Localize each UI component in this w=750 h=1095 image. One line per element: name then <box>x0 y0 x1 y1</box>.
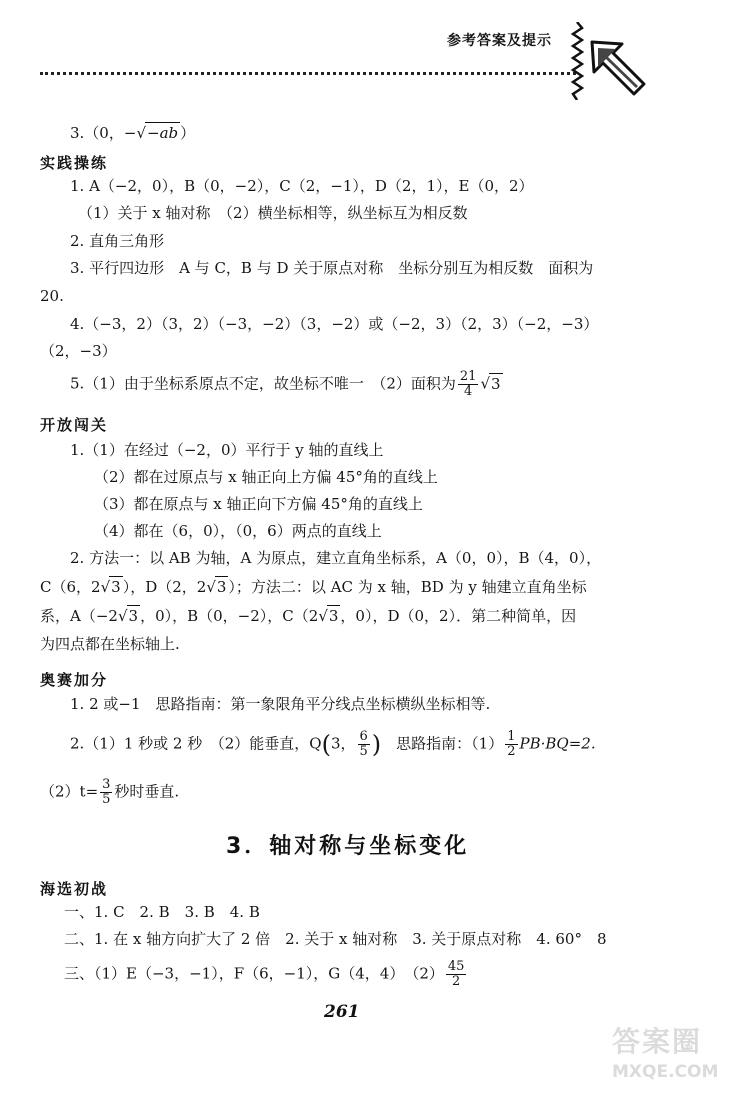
page-number: 261 <box>324 1002 360 1022</box>
page-header <box>0 0 750 110</box>
radical-sign: √ <box>480 374 491 393</box>
answer-line: 4.（−3，2）（3，2）（−3，−2）（3，−2）或（−2，3）（2，3）（−2，−3） <box>70 315 599 333</box>
text: 3.（0， <box>70 124 124 142</box>
answer-line: 2. 直角三角形 <box>70 232 165 250</box>
answer-line: （2）t= $\frac{3}{5}$ 秒时垂直. <box>40 777 180 807</box>
answer-line: 1.（1）在经过（−2，0）平行于 y 轴的直线上 <box>70 441 384 459</box>
answer-line: 1. 2 或−1 思路指南：第一象限角平分线点坐标横纵坐标相等. <box>70 695 491 713</box>
answer-line: 1. A（−2，0），B（0，−2），C（2，−1），D（2，1），E（0，2） <box>70 177 534 195</box>
radicand: 3 <box>491 374 501 393</box>
text: 5.（1）由于坐标系原点不定，故坐标不唯一 （2）面积为 <box>70 374 456 393</box>
section-heading: 海选初战 <box>40 880 109 898</box>
watermark <box>612 1020 744 1090</box>
answer-line <box>70 122 195 143</box>
header-dotted-rule <box>40 72 576 75</box>
answer-line: 三、（1）E（−3，−1），F（6，−1），G（4，4） （2） $\frac{45}{2}$ <box>64 959 465 989</box>
radical-sign: √ <box>136 124 146 142</box>
fraction: $\frac{45}{2}$ <box>447 959 465 989</box>
fraction: $\frac{6}{5}$ <box>359 729 368 759</box>
zigzag-divider-icon <box>570 22 584 100</box>
answer-line: （4）都在（6，0），（0，6）两点的直线上 <box>94 522 382 540</box>
fraction: $\frac{3}{5}$ <box>102 777 111 807</box>
fraction: $\frac{1}{2}$ <box>507 729 516 759</box>
answer-line: （1）关于 x 轴对称 （2）横坐标相等，纵坐标互为相反数 <box>78 204 468 222</box>
back-arrow-icon <box>586 36 650 100</box>
chapter-title: 3．轴对称与坐标变化 <box>226 834 470 859</box>
answer-line: 一、1. C 2. B 3. B 4. B <box>64 903 260 921</box>
answer-line: 二、1. 在 x 轴方向扩大了 2 倍 2. 关于 x 轴对称 3. 关于原点对称 4. 60° 8 <box>64 930 607 948</box>
section-heading: 奥赛加分 <box>40 671 109 689</box>
fraction: $\frac{21}{4}$ <box>459 369 477 399</box>
answer-line: （2，−3） <box>40 342 117 360</box>
watermark-url: MXQE.COM <box>612 1062 719 1082</box>
answer-line: 2.（1）1 秒或 2 秒 （2）能垂直，Q(3， $\frac{6}{5}$ ) 思路指南：（1） $\frac{1}{2}$ PB·BQ=2. <box>70 729 596 759</box>
answer-line: C（6，2√3 ），D（2，2√3 ）；方法二：以 AC 为 x 轴，BD 为 y 轴建立直角坐标 <box>40 578 587 596</box>
answer-line: 为四点都在坐标轴上. <box>40 635 180 653</box>
answer-line: 3. 平行四边形 A 与 C，B 与 D 关于原点对称 坐标分别互为相反数 面积为 <box>70 259 594 277</box>
answer-line: （3）都在原点与 x 轴正向下方偏 45°角的直线上 <box>94 495 423 513</box>
section-heading: 开放闯关 <box>40 416 109 434</box>
section-heading: 实践操练 <box>40 154 109 172</box>
text: ） <box>180 124 196 142</box>
watermark-logo-text: 答案圈 <box>612 1025 703 1058</box>
answer-line: 20. <box>40 287 64 305</box>
answer-line: 系，A（−2√3 ，0），B（0，−2），C（2√3 ，0），D（0，2）．第二种简单，因 <box>40 607 577 625</box>
answer-line <box>70 370 503 399</box>
answer-line: （2）都在过原点与 x 轴正向上方偏 45°角的直线上 <box>94 468 438 486</box>
radicand: −ab <box>147 124 179 142</box>
minus-sign: − <box>123 124 137 142</box>
answer-line: 2. 方法一：以 AB 为轴，A 为原点，建立直角坐标系，A（0，0），B（4，0）， <box>70 549 602 567</box>
header-title: 参考答案及提示 <box>447 33 552 49</box>
